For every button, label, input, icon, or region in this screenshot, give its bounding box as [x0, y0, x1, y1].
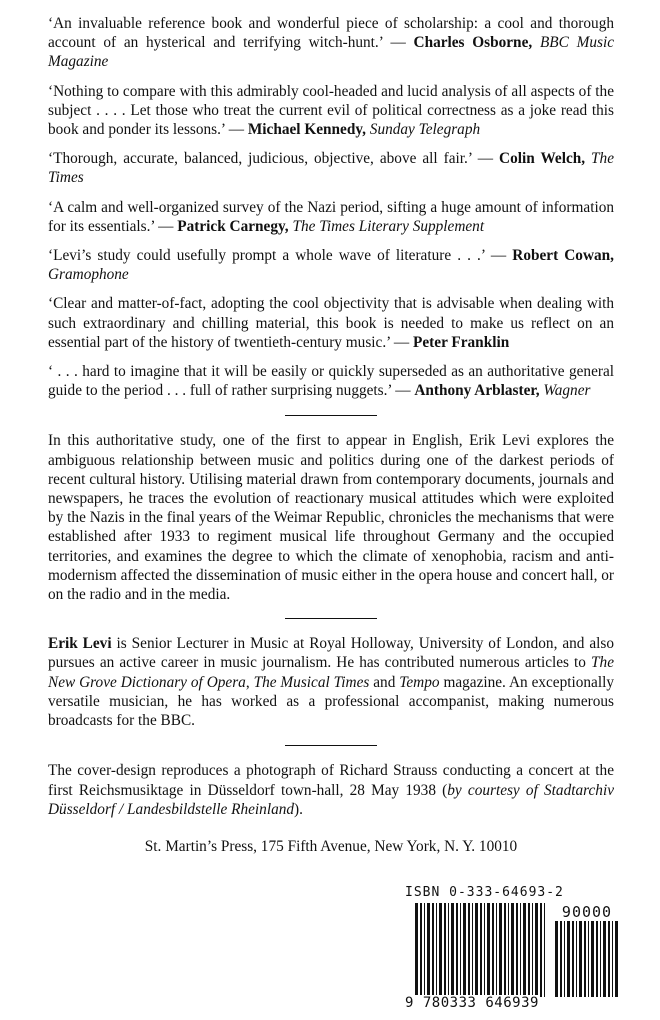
reviewer-name: Anthony Arblaster,	[414, 382, 540, 400]
cover-text: The cover-design reproduces a photograph of Richard Strauss conducting a concert at the first Reichsmusiktage in Düsseldorf town-hall, 28 May 1938 (	[48, 762, 614, 799]
author-bio	[48, 634, 614, 730]
barcode-bar	[572, 921, 574, 997]
quote-text: ‘Levi’s study could usefully prompt a whole wave of literature . . .’ —	[48, 247, 507, 265]
barcode-bar	[463, 903, 466, 997]
reviews-section	[48, 14, 614, 400]
divider	[285, 415, 377, 416]
publication-name: Gramophone	[48, 266, 129, 284]
barcode-bar	[475, 903, 478, 997]
cover-courtesy: by courtesy of Stadtarchiv Düsseldorf / Landesbildstelle Rheinland	[48, 781, 614, 818]
bio-title: Tempo	[399, 673, 440, 691]
review-quote	[48, 82, 614, 140]
barcode-bar	[480, 903, 482, 997]
barcode-bar	[560, 921, 562, 997]
barcode-bar	[427, 903, 430, 997]
barcode-bar	[448, 903, 449, 997]
divider	[285, 618, 377, 619]
barcode-bar	[535, 903, 538, 997]
barcode-bar	[532, 903, 533, 997]
reviewer-name: Charles Osborne,	[413, 34, 533, 52]
barcode-bar	[608, 921, 610, 997]
barcode-bar	[487, 903, 490, 997]
publication-name: Sunday Telegraph	[369, 121, 481, 139]
quote-text: ‘Nothing to compare with this admirably cool-headed and lucid analysis of all aspects of the subject . . . . Let those who treat the current evil of political correctness as a joke read this book and ponder its lessons.’ —	[48, 82, 614, 139]
bio-text: magazine. An exceptionally versatile musician, he has worked as a professional accompanist, making numerous broadcasts for the BBC.	[48, 673, 614, 730]
barcode-bar	[564, 921, 565, 997]
barcode-bar	[436, 903, 437, 997]
barcode-bar	[615, 921, 618, 997]
barcode-bar	[504, 903, 506, 997]
barcode-bar	[439, 903, 442, 997]
barcode-bar	[492, 903, 494, 997]
review-quote	[48, 149, 614, 187]
bio-text: ,	[245, 673, 254, 691]
publication-name: BBC Music Magazine	[48, 34, 614, 71]
barcode-bar	[460, 903, 461, 997]
reviewer-name: Michael Kennedy,	[247, 121, 366, 139]
cover-credit	[48, 761, 614, 819]
reviewer-name: Patrick Carnegy,	[177, 217, 289, 235]
quote-text: ‘Clear and matter-of-fact, adopting the cool objectivity that is advisable when dealing with such extraordinary and chilling material, this book is needed to make us reflect on an essential part of the history of twentieth-century music.’ —	[48, 295, 614, 351]
barcode-bar	[600, 921, 601, 997]
barcode-bar	[584, 921, 586, 997]
bio-text: and	[369, 673, 400, 691]
barcode-bar	[544, 903, 545, 997]
cover-text-end: ).	[294, 800, 303, 818]
quote-text: ‘Thorough, accurate, balanced, judicious, objective, above all fair.’ —	[48, 150, 494, 168]
barcode-bar	[499, 903, 502, 997]
barcode-bar	[432, 903, 434, 997]
reviewer-name: Peter Franklin	[413, 333, 510, 351]
barcode-bar	[579, 921, 582, 997]
ean-digits: 9 780333 646939	[405, 995, 539, 1011]
barcode-bar	[520, 903, 521, 997]
review-quote	[48, 362, 614, 400]
reviewer-name: Robert Cowan,	[512, 247, 614, 265]
addon-barcode-bars	[555, 921, 619, 1011]
barcode-bar	[612, 921, 613, 997]
bio-text: is Senior Lecturer in Music at Royal Holloway, University of London, and also pursues an active career in music journalism. He has contributed numerous articles to	[48, 635, 614, 672]
barcode-bar	[472, 903, 473, 997]
publication-name: The Times Literary Supplement	[292, 217, 485, 235]
barcode-bar	[496, 903, 497, 997]
quote-text: ‘A calm and well-organized survey of the Nazi period, sifting a huge amount of information for its essentials.’ —	[48, 198, 614, 235]
divider	[285, 745, 377, 746]
barcode-bar	[451, 903, 454, 997]
reviewer-name: Colin Welch,	[499, 150, 586, 168]
bio-title: The New Grove Dictionary of Opera	[48, 654, 614, 691]
price-addon-number: 90000	[561, 903, 613, 921]
ean-number	[405, 995, 553, 1011]
publication-name: The Times	[48, 150, 614, 187]
barcode-bar	[523, 903, 526, 997]
barcode-bar	[596, 921, 598, 997]
barcode-bar	[444, 903, 446, 997]
review-quote	[48, 14, 614, 72]
barcode-bar	[468, 903, 470, 997]
barcode-block	[405, 885, 620, 1011]
barcode-bar	[528, 903, 530, 997]
barcode-bar	[591, 921, 594, 997]
barcode	[405, 903, 620, 1011]
publisher-address: St. Martin’s Press, 175 Fifth Avenue, New York, N. Y. 10010	[144, 837, 518, 855]
review-quote	[48, 294, 614, 352]
barcode-bar	[516, 903, 518, 997]
barcode-bar	[567, 921, 570, 997]
barcode-bar	[576, 921, 577, 997]
barcode-bar	[603, 921, 606, 997]
isbn-number: ISBN 0-333-64693-2	[405, 885, 564, 900]
barcode-bar	[588, 921, 589, 997]
back-cover-text	[48, 14, 614, 856]
quote-text: ‘ . . . hard to imagine that it will be easily or quickly superseded as an authoritative general guide to the period . . . full of rather surprising nuggets.’ —	[48, 363, 614, 400]
review-quote	[48, 246, 614, 284]
barcode-bar	[484, 903, 485, 997]
barcode-bar	[540, 903, 542, 997]
barcode-bar	[456, 903, 458, 997]
publication-name: Wagner	[543, 382, 591, 400]
quote-text: ‘An invaluable reference book and wonderful piece of scholarship: a cool and thorough account of an hysterical and terrifying witch-hunt.’ —	[48, 15, 614, 52]
author-name: Erik Levi	[48, 635, 112, 653]
bio-title: The Musical Times	[253, 673, 370, 691]
review-quote	[48, 198, 614, 236]
book-description: In this authoritative study, one of the first to appear in English, Erik Levi explores the ambiguous relationship between music and politics during one of the darkest periods of recent cultural history. Utilising material drawn from contemporary documents, journals and newspapers, he traces the evolution of reactionary musical attitudes which were exploited by the Nazis in the final years of the Weimar Republic, chronicles the mechanisms that were established after 1933 to regiment musical life throughout Germany and the occupied territories, and examines the degree to which the climate of xenophobia, racism and anti-modernism affected the dissemination of music either in the opera house and concert hall, or on the radio and in the media.	[48, 432, 614, 604]
barcode-bar	[555, 921, 558, 997]
